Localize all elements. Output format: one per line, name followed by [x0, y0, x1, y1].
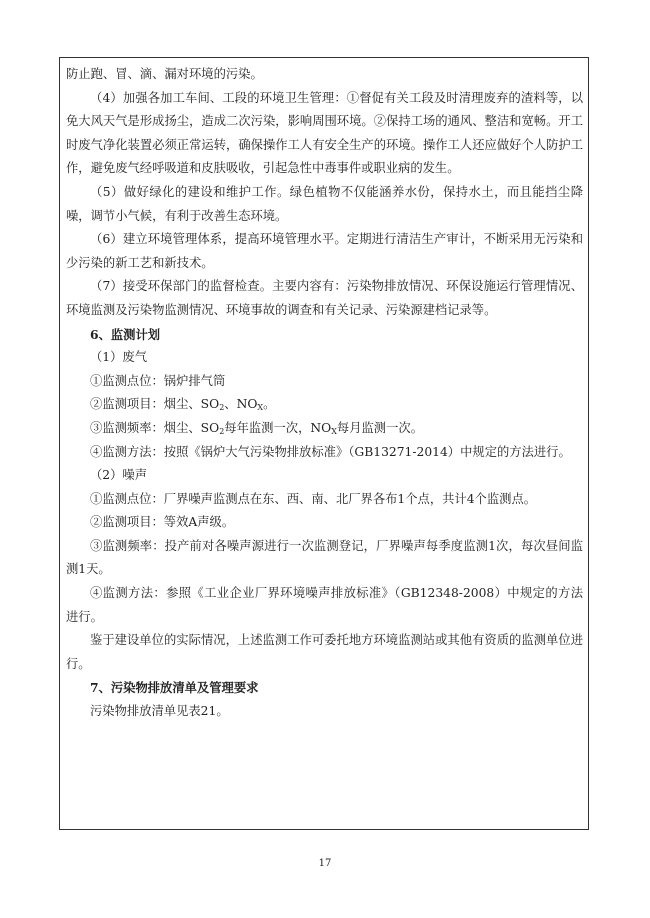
subheading-exhaust: （1）废气 — [90, 350, 148, 365]
paragraph-4: （6）建立环境管理体系，提高环境管理水平。定期进行清洁生产审计，不断采用无污染和少污染的新工艺和新技术。 — [66, 232, 583, 270]
noise-point: ①监测点位：厂界噪声监测点在东、西、南、北厂界各布1个点，共计4个监测点。 — [90, 491, 537, 506]
paragraph-5: （7）接受环保部门的监督检查。主要内容有：污染物排放情况、环保设施运行管理情况、环境监测及污染物监测情况、环境事故的调查和有关记录、污染源建档记录等。 — [66, 279, 583, 317]
paragraph-table-ref: 污染物排放清单见表21。 — [90, 704, 229, 719]
paragraph-3: （5）做好绿化的建设和维护工作。绿色植物不仅能涵养水份，保持水土，而且能挡尘降噪，调节小气候，有利于改善生态环境。 — [66, 184, 583, 223]
section-heading-monitoring: 6、监测计划 — [90, 326, 161, 342]
paragraph-1: 防止跑、冒、滴、漏对环境的污染。 — [66, 67, 263, 81]
paragraph-2: （4）加强各加工车间、工段的环境卫生管理：①督促有关工段及时清理废弃的渣料等，以免大风天气是形成扬尘，造成二次污染，影响周围环境。②保持工场的通风、整洁和宽畅。开工时废气净化装置必须正常运转，确保操作工人有安全生产的环境。操作工人还应做好个人防护工作，避免废气经呼吸道和皮肤吸收，引起急性中毒事件或职业病的发生。 — [66, 90, 583, 176]
noise-method: ④监测方法：参照《工业企业厂界环境噪声排放标准》（GB12348-2008）中规定的方法进行。 — [66, 586, 583, 624]
exhaust-method: ④监测方法：按照《锅炉大气污染物排放标准》（GB13271-2014）中规定的方法进行。 — [90, 444, 571, 459]
noise-item: ②监测项目：等效A声级。 — [90, 515, 235, 530]
exhaust-point: ①监测点位：锅炉排气筒 — [90, 373, 226, 388]
exhaust-frequency: ③监测频率：烟尘、$SO_2$每年监测一次，$NO_X$每月监测一次。 — [90, 420, 423, 436]
noise-frequency: ③监测频率：投产前对各噪声源进行一次监测登记，厂界噪声每季度监测1次，每次昼间监测1天。 — [66, 538, 583, 577]
document-body — [66, 63, 583, 724]
section-heading-emission-list: 7、污染物排放清单及管理要求 — [90, 680, 259, 696]
subheading-noise: （2）噪声 — [90, 468, 148, 483]
exhaust-items: ②监测项目：烟尘、$SO_2$、$NO_X$。 — [90, 397, 276, 413]
paragraph-delegation: 鉴于建设单位的实际情况，上述监测工作可委托地方环境监测站或其他有资质的监测单位进行。 — [66, 633, 583, 671]
page-number: 17 — [318, 858, 332, 869]
